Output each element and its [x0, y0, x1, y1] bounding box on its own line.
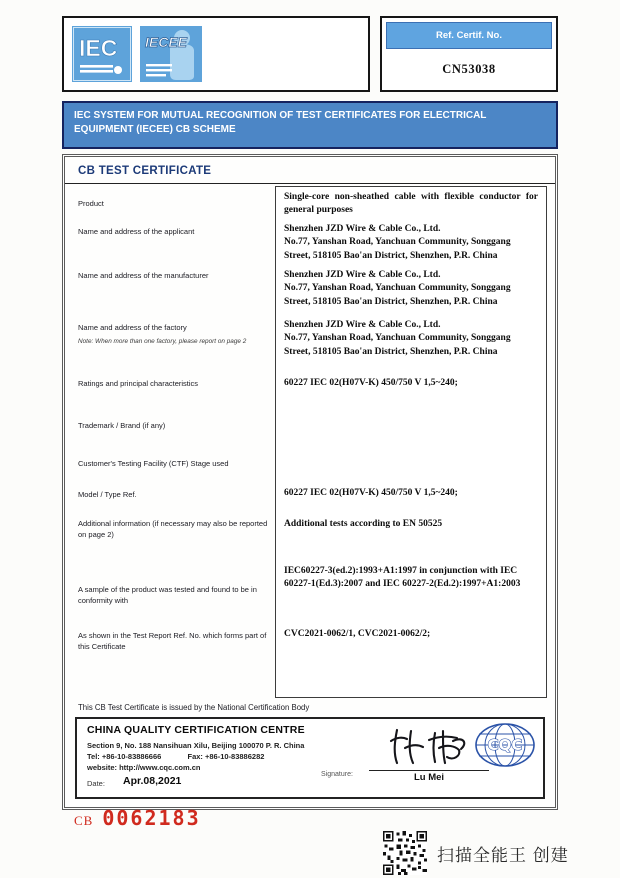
manufacturer-company: Shenzhen JZD Wire & Cable Co., Ltd. [284, 270, 441, 280]
manufacturer-address: No.77, Yanshan Road, Yanchuan Community, Songgang Street, 518105 Bao'an District, Shenzhen, P.R. China [284, 283, 511, 307]
value-additional: Additional tests according to EN 50525 [284, 519, 443, 529]
signatory-name: Lu Mei [413, 772, 445, 783]
label-ctf: Customer's Testing Facility (CTF) Stage used [78, 459, 229, 468]
value-model: 60227 IEC 02(H07V-K) 450/750 V 1,5~240; [284, 488, 458, 498]
label-factory: Name and address of the factory [78, 323, 187, 332]
certificate-frame [62, 154, 558, 810]
signature-label: Signature: [321, 771, 353, 778]
certificate-title: CB TEST CERTIFICATE [78, 165, 212, 177]
factory-address: No.77, Yanshan Road, Yanchuan Community, Songgang Street, 518105 Bao'an District, Shenzhen, P.R. China [284, 333, 511, 357]
label-manufacturer: Name and address of the manufacturer [78, 271, 209, 280]
value-test-report: CVC2021-0062/1, CVC2021-0062/2; [284, 629, 431, 639]
iec-logo-text: IEC [79, 35, 118, 61]
stamp-number: 0062183 [102, 806, 201, 830]
date-label: Date: [87, 779, 105, 788]
label-factory-note: Note: When more than one factory, please report on page 2 [78, 338, 247, 345]
label-additional: Additional information (if necessary may also be reported on page 2) [78, 519, 268, 540]
label-model: Model / Type Ref. [78, 490, 137, 499]
label-conformity: A sample of the product was tested and found to be in conformity with [78, 585, 257, 606]
applicant-company: Shenzhen JZD Wire & Cable Co., Ltd. [284, 224, 441, 234]
value-conformity: IEC60227-3(ed.2):1993+A1:1997 in conjunction with IEC 60227-1(Ed.3):2007 and IEC 60227-2(Ed.2):1997+A1:2003 [284, 566, 521, 590]
label-ratings: Ratings and principal characteristics [78, 379, 199, 388]
label-trademark: Trademark / Brand (if any) [78, 421, 166, 430]
scanner-watermark [383, 831, 569, 875]
label-applicant: Name and address of the applicant [78, 227, 195, 236]
certificate-fields [75, 186, 545, 698]
ref-certif-box [380, 16, 558, 92]
ncb-fax: Fax: +86-10-83886282 [187, 752, 265, 761]
title-rule [65, 183, 555, 184]
issued-by-statement: This CB Test Certificate is issued by the National Certification Body [78, 703, 310, 712]
label-test-report: As shown in the Test Report Ref. No. which forms part of this Certificate [78, 631, 267, 652]
signature-line [369, 770, 489, 771]
certificate-header [62, 16, 558, 92]
cqc-logo-icon [473, 721, 537, 774]
certificate-document [62, 16, 558, 810]
scheme-banner: IEC SYSTEM FOR MUTUAL RECOGNITION OF TEST CERTIFICATES FOR ELECTRICAL EQUIPMENT (IECEE) CB SCHEME [62, 101, 558, 149]
value-factory [284, 319, 538, 359]
qr-code-icon [383, 831, 427, 875]
iecee-logo-icon [140, 26, 202, 82]
label-product: Product [78, 199, 104, 208]
logo-box [62, 16, 370, 92]
ncb-name: CHINA QUALITY CERTIFICATION CENTRE [87, 724, 305, 736]
signature-area [369, 725, 489, 783]
cqc-logo-text: CQC [487, 736, 523, 754]
value-manufacturer [284, 269, 538, 309]
date-value: Apr.08,2021 [123, 775, 182, 787]
iecee-logo-text: IECEE [145, 34, 188, 50]
factory-company: Shenzhen JZD Wire & Cable Co., Ltd. [284, 320, 441, 330]
scanner-watermark-text: 扫描全能王 创建 [437, 845, 569, 865]
applicant-address: No.77, Yanshan Road, Yanchuan Community, Songgang Street, 518105 Bao'an District, Shenzhen, P.R. China [284, 237, 511, 261]
value-ratings: 60227 IEC 02(H07V-K) 450/750 V 1,5~240; [284, 378, 458, 388]
ncb-telfax [87, 752, 264, 761]
values-box [275, 186, 547, 698]
value-product: Single-core non-sheathed cable with flexible conductor for general purposes [284, 192, 538, 216]
handwritten-signature [374, 725, 484, 767]
ncb-tel: Tel: +86-10-83886666 [87, 752, 162, 761]
ncb-website: website: http://www.cqc.com.cn [87, 763, 201, 772]
certificate-stamp [74, 806, 201, 830]
value-applicant [284, 223, 538, 263]
ncb-box [75, 717, 545, 799]
iec-logo-icon [72, 26, 132, 82]
stamp-prefix: CB [74, 813, 94, 828]
ref-certif-label: Ref. Certif. No. [386, 22, 552, 49]
ref-certif-number: CN53038 [442, 62, 496, 76]
ncb-address: Section 9, No. 188 Nansihuan Xilu, Beijing 100070 P. R. China [87, 741, 305, 750]
